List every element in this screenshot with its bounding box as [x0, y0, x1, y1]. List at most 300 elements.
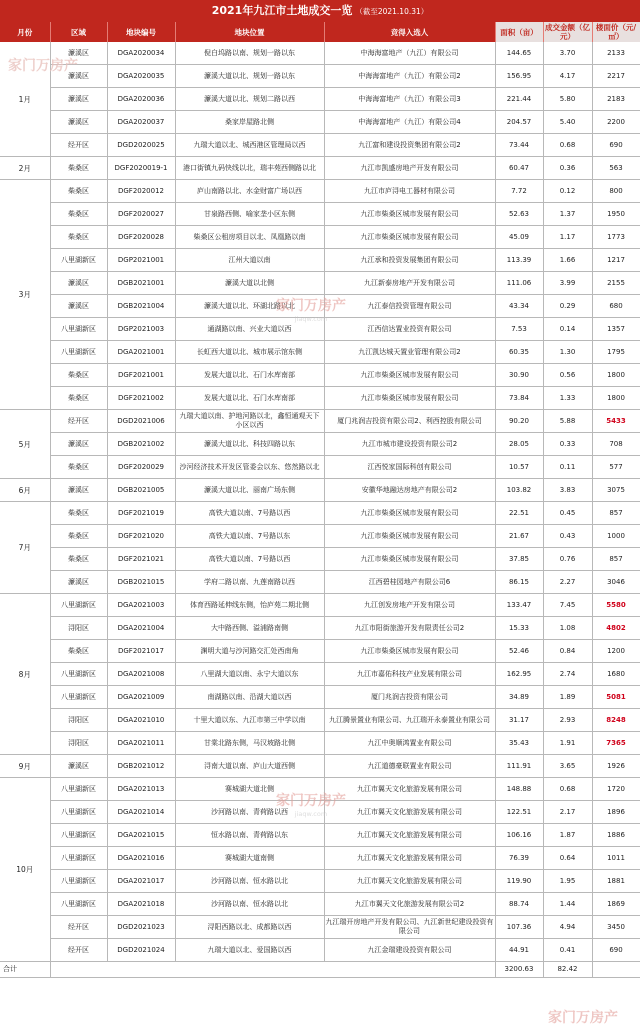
- district-cell: 八里湖新区: [50, 249, 107, 272]
- parcel-id-cell: DGA2021014: [107, 801, 175, 824]
- buyer-cell: 九江市翼天文化旅游发展有限公司: [324, 847, 495, 870]
- amount-cell: 0.36: [543, 157, 592, 180]
- area-cell: 7.72: [495, 180, 543, 203]
- location-cell: 濂溪大道以北、科技四路以东: [175, 433, 324, 456]
- header-buyer: 竞得入选人: [324, 22, 495, 42]
- location-cell: 浔南大道以南、庐山大道西侧: [175, 755, 324, 778]
- location-cell: 高铁大道以南、7号路以西: [175, 548, 324, 571]
- price-cell: 1886: [592, 824, 640, 847]
- district-cell: 濂溪区: [50, 272, 107, 295]
- table-row: [0, 617, 640, 640]
- buyer-cell: 江西碧桂园地产有限公司6: [324, 571, 495, 594]
- buyer-cell: 九江市翼天文化旅游发展有限公司2: [324, 893, 495, 916]
- area-cell: 103.82: [495, 479, 543, 502]
- buyer-cell: 九江市翼天文化旅游发展有限公司: [324, 870, 495, 893]
- area-cell: 106.16: [495, 824, 543, 847]
- table-row: [0, 709, 640, 732]
- month-cell: 8月: [0, 594, 50, 755]
- logo-text: 家门万房产: [8, 58, 78, 74]
- parcel-id-cell: DGF2020019-1: [107, 157, 175, 180]
- location-cell: 沙河路以南、青荷路以西: [175, 801, 324, 824]
- location-cell: 大中路西侧、溢浦路南侧: [175, 617, 324, 640]
- table-row: [0, 916, 640, 939]
- header-district: 区域: [50, 22, 107, 42]
- district-cell: 八里湖新区: [50, 318, 107, 341]
- buyer-cell: 九江市凯盛房地产开发有限公司: [324, 157, 495, 180]
- district-cell: 八里湖新区: [50, 341, 107, 364]
- area-cell: 111.06: [495, 272, 543, 295]
- table-row: [0, 318, 640, 341]
- location-cell: 八里湖大道以南、永宁大道以东: [175, 663, 324, 686]
- amount-cell: 0.45: [543, 502, 592, 525]
- location-cell: 庐山南路以北、水金财富广场以西: [175, 180, 324, 203]
- table-row: [0, 364, 640, 387]
- district-cell: 八里湖新区: [50, 801, 107, 824]
- table-row: [0, 548, 640, 571]
- buyer-cell: 九江中奥顺鸿置业有限公司: [324, 732, 495, 755]
- table-row: [0, 134, 640, 157]
- price-cell: 1800: [592, 364, 640, 387]
- amount-cell: 0.29: [543, 295, 592, 318]
- table-row: [0, 42, 640, 65]
- area-cell: 45.09: [495, 226, 543, 249]
- district-cell: 浔阳区: [50, 617, 107, 640]
- location-cell: 赛城湖大道南侧: [175, 847, 324, 870]
- area-cell: 156.95: [495, 65, 543, 88]
- buyer-cell: 九江承和投资发展集团有限公司: [324, 249, 495, 272]
- area-cell: 21.67: [495, 525, 543, 548]
- district-cell: 八里湖新区: [50, 824, 107, 847]
- district-cell: 经开区: [50, 939, 107, 962]
- table-row: [0, 410, 640, 433]
- amount-cell: 5.80: [543, 88, 592, 111]
- total-row: [0, 962, 640, 978]
- price-cell: 1950: [592, 203, 640, 226]
- location-cell: 沙河经济技术开发区管委会以东、悠然路以北: [175, 456, 324, 479]
- district-cell: 八里湖新区: [50, 870, 107, 893]
- location-cell: 发展大道以北、石门水库南部: [175, 364, 324, 387]
- price-cell: 1795: [592, 341, 640, 364]
- table-row: [0, 778, 640, 801]
- price-cell: 5580: [592, 594, 640, 617]
- area-cell: 10.57: [495, 456, 543, 479]
- watermark-brand: 家门万房产: [276, 793, 346, 809]
- month-cell: 5月: [0, 410, 50, 479]
- location-cell: 高铁大道以南、7号路以东: [175, 525, 324, 548]
- price-cell: 577: [592, 456, 640, 479]
- amount-cell: 4.17: [543, 65, 592, 88]
- area-cell: 76.39: [495, 847, 543, 870]
- area-cell: 34.89: [495, 686, 543, 709]
- district-cell: 柴桑区: [50, 502, 107, 525]
- amount-cell: 4.94: [543, 916, 592, 939]
- buyer-cell: 九江市柴桑区城市发展有限公司: [324, 364, 495, 387]
- price-cell: 680: [592, 295, 640, 318]
- title-text: 2021年九江市土地成交一览: [211, 4, 353, 17]
- district-cell: 八里湖新区: [50, 663, 107, 686]
- amount-cell: 5.40: [543, 111, 592, 134]
- area-cell: 22.51: [495, 502, 543, 525]
- month-cell: 9月: [0, 755, 50, 778]
- district-cell: 柴桑区: [50, 525, 107, 548]
- buyer-cell: 中海海富地产（九江）有限公司3: [324, 88, 495, 111]
- location-cell: 濂溪大道以北、丽南广场东侧: [175, 479, 324, 502]
- parcel-id-cell: DGA2021015: [107, 824, 175, 847]
- table-row: [0, 502, 640, 525]
- district-cell: 柴桑区: [50, 387, 107, 410]
- area-cell: 144.65: [495, 42, 543, 65]
- district-cell: 濂溪区: [50, 571, 107, 594]
- table-row: [0, 157, 640, 180]
- parcel-id-cell: DGF2021019: [107, 502, 175, 525]
- amount-cell: 1.44: [543, 893, 592, 916]
- area-cell: 15.33: [495, 617, 543, 640]
- parcel-id-cell: DGD2021023: [107, 916, 175, 939]
- location-cell: 恒水路以南、青荷路以东: [175, 824, 324, 847]
- month-cell: 6月: [0, 479, 50, 502]
- price-cell: 857: [592, 548, 640, 571]
- price-cell: 1800: [592, 387, 640, 410]
- location-cell: 沙河路以南、恒水路以北: [175, 893, 324, 916]
- district-cell: 浔阳区: [50, 709, 107, 732]
- price-cell: 857: [592, 502, 640, 525]
- location-cell: 甘棠北路东侧，马汉坡路北侧: [175, 732, 324, 755]
- district-cell: 濂溪区: [50, 755, 107, 778]
- price-cell: 2200: [592, 111, 640, 134]
- district-cell: 柴桑区: [50, 157, 107, 180]
- area-cell: 88.74: [495, 893, 543, 916]
- price-cell: 1680: [592, 663, 640, 686]
- price-cell: 1720: [592, 778, 640, 801]
- parcel-id-cell: DGA2021004: [107, 617, 175, 640]
- watermark-site: jiaqw.com: [294, 810, 328, 818]
- table-row: [0, 801, 640, 824]
- buyer-cell: 九江市柴桑区城市发展有限公司: [324, 387, 495, 410]
- parcel-id-cell: DGF2021020: [107, 525, 175, 548]
- district-cell: 柴桑区: [50, 203, 107, 226]
- total-spacer: [50, 962, 495, 978]
- district-cell: 浔阳区: [50, 732, 107, 755]
- parcel-id-cell: DGB2021012: [107, 755, 175, 778]
- watermark-site: jiaqw.com: [294, 315, 328, 323]
- parcel-id-cell: DGF2021021: [107, 548, 175, 571]
- price-cell: 5433: [592, 410, 640, 433]
- amount-cell: 0.84: [543, 640, 592, 663]
- district-cell: 柴桑区: [50, 364, 107, 387]
- buyer-cell: 九江市翼天文化旅游发展有限公司: [324, 824, 495, 847]
- area-cell: 7.53: [495, 318, 543, 341]
- buyer-cell: 江西悦家国际科创有限公司: [324, 456, 495, 479]
- amount-cell: 0.14: [543, 318, 592, 341]
- parcel-id-cell: DGA2020035: [107, 65, 175, 88]
- location-cell: 濂溪大道以北侧: [175, 272, 324, 295]
- buyer-cell: 九江市柴桑区城市发展有限公司: [324, 525, 495, 548]
- buyer-cell: 九江金瑞建设投资有限公司: [324, 939, 495, 962]
- table-row: [0, 65, 640, 88]
- district-cell: 八里湖新区: [50, 893, 107, 916]
- table-row: [0, 433, 640, 456]
- buyer-cell: 九江创发房地产开发有限公司: [324, 594, 495, 617]
- district-cell: 经开区: [50, 916, 107, 939]
- price-cell: 2133: [592, 42, 640, 65]
- price-cell: 1773: [592, 226, 640, 249]
- month-cell: 7月: [0, 502, 50, 594]
- buyer-cell: 中海海富地产（九江）有限公司: [324, 42, 495, 65]
- amount-cell: 3.83: [543, 479, 592, 502]
- price-cell: 1881: [592, 870, 640, 893]
- location-cell: 通湖路以南、兴业大道以西: [175, 318, 324, 341]
- district-cell: 柴桑区: [50, 640, 107, 663]
- area-cell: 60.47: [495, 157, 543, 180]
- amount-cell: 0.68: [543, 134, 592, 157]
- buyer-cell: 安徽华地融达房地产有限公司2: [324, 479, 495, 502]
- table-row: [0, 939, 640, 962]
- buyer-cell: 九江市城市建设投资有限公司2: [324, 433, 495, 456]
- district-cell: 柴桑区: [50, 180, 107, 203]
- location-cell: 港口街镇九码快线以北，瑞丰苑西侧路以北: [175, 157, 324, 180]
- location-cell: 甘泉路西侧、喻家垄小区东侧: [175, 203, 324, 226]
- parcel-id-cell: DGB2021005: [107, 479, 175, 502]
- price-cell: 3046: [592, 571, 640, 594]
- location-cell: 倪白坞路以南、规划一路以东: [175, 42, 324, 65]
- table-row: [0, 732, 640, 755]
- price-cell: 1869: [592, 893, 640, 916]
- table-row: [0, 341, 640, 364]
- parcel-id-cell: DGA2020036: [107, 88, 175, 111]
- parcel-id-cell: DGA2021017: [107, 870, 175, 893]
- price-cell: 1926: [592, 755, 640, 778]
- header-price: 楼面价（元/㎡）: [592, 22, 640, 42]
- amount-cell: 0.64: [543, 847, 592, 870]
- location-cell: 赛城湖大道北侧: [175, 778, 324, 801]
- location-cell: 高铁大道以南、7号路以西: [175, 502, 324, 525]
- month-cell: 2月: [0, 157, 50, 180]
- parcel-id-cell: DGA2021011: [107, 732, 175, 755]
- area-cell: 35.43: [495, 732, 543, 755]
- location-cell: 体育西路延伸线东侧，怡庐苑二期北侧: [175, 594, 324, 617]
- amount-cell: 5.88: [543, 410, 592, 433]
- area-cell: 73.84: [495, 387, 543, 410]
- header-amount: 成交金额（亿元）: [545, 23, 590, 41]
- table-row: [0, 387, 640, 410]
- parcel-id-cell: DGA2021010: [107, 709, 175, 732]
- amount-cell: 3.70: [543, 42, 592, 65]
- buyer-cell: 九江市柴桑区城市发展有限公司: [324, 548, 495, 571]
- table-row: [0, 870, 640, 893]
- table-row: [0, 755, 640, 778]
- amount-cell: 1.66: [543, 249, 592, 272]
- price-cell: 2155: [592, 272, 640, 295]
- location-cell: 南湖路以南、沿湖大道以西: [175, 686, 324, 709]
- district-cell: 濂溪区: [50, 433, 107, 456]
- table-row: [0, 640, 640, 663]
- watermark: [548, 1012, 618, 1025]
- amount-cell: 1.17: [543, 226, 592, 249]
- table-row: [0, 571, 640, 594]
- parcel-id-cell: DGA2020034: [107, 42, 175, 65]
- table-row: [0, 203, 640, 226]
- buyer-cell: 九江富和建设投资集团有限公司2: [324, 134, 495, 157]
- price-cell: 690: [592, 939, 640, 962]
- amount-cell: 0.43: [543, 525, 592, 548]
- location-cell: 桑家岸屋路北侧: [175, 111, 324, 134]
- buyer-cell: 九江瑞开房地产开发有限公司、九江新世纪建设投资有限公司: [324, 916, 495, 939]
- header-row: [0, 22, 640, 42]
- price-cell: 1011: [592, 847, 640, 870]
- amount-cell: 0.33: [543, 433, 592, 456]
- parcel-id-cell: DGP2021003: [107, 318, 175, 341]
- title-note: （截至2021.10.31）: [355, 7, 429, 16]
- district-cell: 濂溪区: [50, 111, 107, 134]
- price-cell: 2217: [592, 65, 640, 88]
- district-cell: 八里湖新区: [50, 778, 107, 801]
- amount-cell: 2.74: [543, 663, 592, 686]
- location-cell: 长虹西大道以北、城市展示馆东侧: [175, 341, 324, 364]
- area-cell: 28.05: [495, 433, 543, 456]
- parcel-id-cell: DGD2021006: [107, 410, 175, 433]
- buyer-cell: 九江市柴桑区城市发展有限公司: [324, 203, 495, 226]
- table-row: [0, 824, 640, 847]
- amount-cell: 0.76: [543, 548, 592, 571]
- price-cell: 1217: [592, 249, 640, 272]
- parcel-id-cell: DGF2021017: [107, 640, 175, 663]
- table-row: [0, 594, 640, 617]
- parcel-id-cell: DGB2021001: [107, 272, 175, 295]
- district-cell: 濂溪区: [50, 479, 107, 502]
- buyer-cell: 九江市柴桑区城市发展有限公司: [324, 640, 495, 663]
- buyer-cell: 中海海富地产（九江）有限公司4: [324, 111, 495, 134]
- district-cell: 柴桑区: [50, 226, 107, 249]
- buyer-cell: 厦门兆润吉投资有限公司: [324, 686, 495, 709]
- amount-cell: 0.11: [543, 456, 592, 479]
- amount-cell: 7.45: [543, 594, 592, 617]
- parcel-id-cell: DGF2020028: [107, 226, 175, 249]
- amount-cell: 1.08: [543, 617, 592, 640]
- parcel-id-cell: DGP2021001: [107, 249, 175, 272]
- district-cell: 濂溪区: [50, 42, 107, 65]
- area-cell: 60.35: [495, 341, 543, 364]
- parcel-id-cell: DGF2021001: [107, 364, 175, 387]
- area-cell: 113.39: [495, 249, 543, 272]
- table-row: [0, 893, 640, 916]
- price-cell: 708: [592, 433, 640, 456]
- table-title: [0, 0, 640, 22]
- table-row: [0, 295, 640, 318]
- amount-cell: 0.56: [543, 364, 592, 387]
- amount-cell: 3.65: [543, 755, 592, 778]
- amount-cell: 1.37: [543, 203, 592, 226]
- buyer-cell: 九江腾景置业有限公司、九江瑞开永泰置业有限公司: [324, 709, 495, 732]
- parcel-id-cell: DGA2020037: [107, 111, 175, 134]
- area-cell: 31.17: [495, 709, 543, 732]
- parcel-id-cell: DGB2021002: [107, 433, 175, 456]
- area-cell: 122.51: [495, 801, 543, 824]
- price-cell: 7365: [592, 732, 640, 755]
- parcel-id-cell: DGA2021001: [107, 341, 175, 364]
- area-cell: 204.57: [495, 111, 543, 134]
- header-location: 地块位置: [175, 22, 324, 42]
- area-cell: 44.91: [495, 939, 543, 962]
- amount-cell: 0.41: [543, 939, 592, 962]
- district-cell: 经开区: [50, 410, 107, 433]
- buyer-cell: 九江市庐浔电工器材有限公司: [324, 180, 495, 203]
- buyer-cell: 九江市翼天文化旅游发展有限公司: [324, 801, 495, 824]
- table-row: [0, 180, 640, 203]
- parcel-id-cell: DGB2021004: [107, 295, 175, 318]
- parcel-id-cell: DGA2021013: [107, 778, 175, 801]
- table-row: [0, 847, 640, 870]
- table-row: [0, 663, 640, 686]
- buyer-cell: 厦门兆润吉投资有限公司2、利西控股有限公司: [324, 410, 495, 433]
- location-cell: 发展大道以北、石门水库南部: [175, 387, 324, 410]
- location-cell: 濂溪大道以北、规划二路以西: [175, 88, 324, 111]
- location-cell: 江州大道以南: [175, 249, 324, 272]
- price-cell: 3075: [592, 479, 640, 502]
- price-cell: 2183: [592, 88, 640, 111]
- district-cell: 八里湖新区: [50, 686, 107, 709]
- area-cell: 86.15: [495, 571, 543, 594]
- district-cell: 经开区: [50, 134, 107, 157]
- location-cell: 濂溪大道以北、规划一路以东: [175, 65, 324, 88]
- amount-cell: 1.87: [543, 824, 592, 847]
- watermark-brand: 家门万房产: [548, 1010, 618, 1026]
- area-cell: 30.90: [495, 364, 543, 387]
- area-cell: 119.90: [495, 870, 543, 893]
- amount-cell: 2.93: [543, 709, 592, 732]
- total-area: 3200.63: [495, 962, 543, 978]
- district-cell: 八里湖新区: [50, 847, 107, 870]
- header-area: 面积（亩）: [495, 22, 543, 42]
- area-cell: 52.46: [495, 640, 543, 663]
- price-cell: 1896: [592, 801, 640, 824]
- area-cell: 162.95: [495, 663, 543, 686]
- area-cell: 43.34: [495, 295, 543, 318]
- parcel-id-cell: DGA2021008: [107, 663, 175, 686]
- location-cell: 柴桑区公租房项目以北、凤凰路以南: [175, 226, 324, 249]
- location-cell: 九瑞大道以北、城西港区管理局以西: [175, 134, 324, 157]
- location-cell: 九瑞大道以南、护地河路以北，鑫恒通观天下小区以西: [175, 410, 324, 433]
- parcel-id-cell: DGF2020012: [107, 180, 175, 203]
- district-cell: 濂溪区: [50, 88, 107, 111]
- buyer-cell: 江西信达置业投资有限公司: [324, 318, 495, 341]
- price-cell: 563: [592, 157, 640, 180]
- table-body: [0, 42, 640, 978]
- amount-cell: 3.99: [543, 272, 592, 295]
- parcel-id-cell: DGD2020025: [107, 134, 175, 157]
- amount-cell: 1.91: [543, 732, 592, 755]
- total-label: 合计: [0, 962, 50, 978]
- district-cell: 濂溪区: [50, 65, 107, 88]
- parcel-id-cell: DGB2021015: [107, 571, 175, 594]
- table-row: [0, 686, 640, 709]
- buyer-cell: 九江市嘉佑科技产业发展有限公司: [324, 663, 495, 686]
- parcel-id-cell: DGD2021024: [107, 939, 175, 962]
- buyer-cell: 九江市阳街旅游开发有限责任公司2: [324, 617, 495, 640]
- amount-cell: 1.89: [543, 686, 592, 709]
- price-cell: 1357: [592, 318, 640, 341]
- location-cell: 沙河路以南、恒水路以北: [175, 870, 324, 893]
- area-cell: 107.36: [495, 916, 543, 939]
- table-row: [0, 272, 640, 295]
- amount-cell: 1.30: [543, 341, 592, 364]
- table-row: [0, 479, 640, 502]
- area-cell: 73.44: [495, 134, 543, 157]
- parcel-id-cell: DGF2020029: [107, 456, 175, 479]
- area-cell: 148.88: [495, 778, 543, 801]
- amount-cell: 0.12: [543, 180, 592, 203]
- location-cell: 九瑞大道以北、爱国路以西: [175, 939, 324, 962]
- district-cell: 柴桑区: [50, 548, 107, 571]
